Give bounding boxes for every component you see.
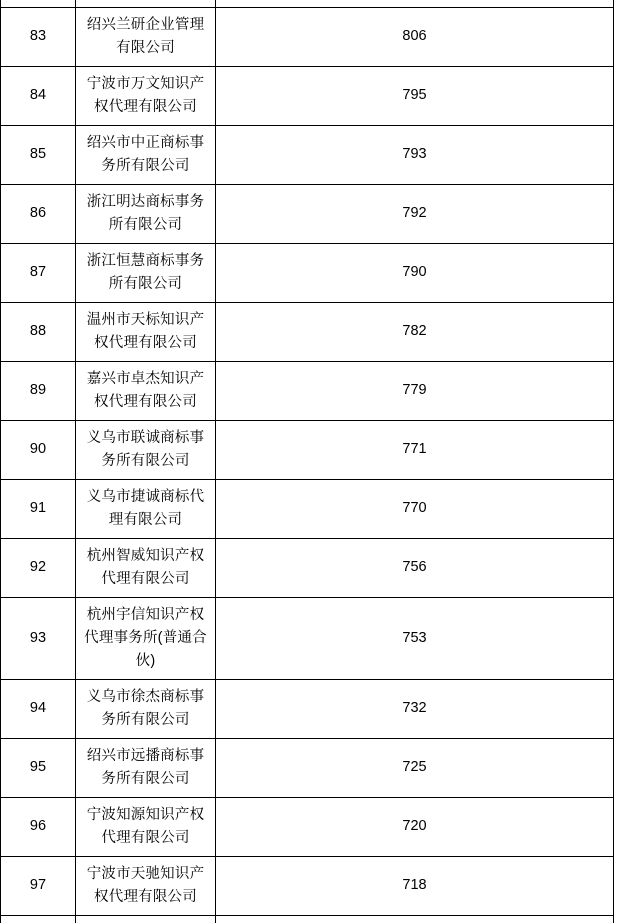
table-row bbox=[1, 679, 614, 738]
agency-name-cell: 杭州宇信知识产权代理事务所(普通合伙) bbox=[76, 597, 216, 679]
agency-name-cell: 温州市天标知识产权代理有限公司 bbox=[76, 302, 216, 361]
name-cell-partial bbox=[76, 0, 216, 7]
agency-name-cell: 嘉兴市卓杰知识产权代理有限公司 bbox=[76, 361, 216, 420]
name-cell-partial bbox=[76, 915, 216, 923]
table-row bbox=[1, 125, 614, 184]
rank-cell-partial bbox=[1, 0, 76, 7]
rank-cell: 89 bbox=[1, 361, 76, 420]
table-row bbox=[1, 66, 614, 125]
count-cell: 732 bbox=[216, 679, 614, 738]
agency-name-cell: 杭州智威知识产权代理有限公司 bbox=[76, 538, 216, 597]
count-cell: 720 bbox=[216, 797, 614, 856]
count-cell: 790 bbox=[216, 243, 614, 302]
agency-name-cell: 宁波市万文知识产权代理有限公司 bbox=[76, 66, 216, 125]
rank-cell: 93 bbox=[1, 597, 76, 679]
count-cell: 753 bbox=[216, 597, 614, 679]
count-cell: 771 bbox=[216, 420, 614, 479]
agency-name-cell: 宁波知源知识产权代理有限公司 bbox=[76, 797, 216, 856]
count-cell: 756 bbox=[216, 538, 614, 597]
rank-cell-partial bbox=[1, 915, 76, 923]
rank-cell: 87 bbox=[1, 243, 76, 302]
count-cell-partial bbox=[216, 0, 614, 7]
table-row bbox=[1, 302, 614, 361]
rank-cell: 86 bbox=[1, 184, 76, 243]
rank-cell: 96 bbox=[1, 797, 76, 856]
count-cell: 718 bbox=[216, 856, 614, 915]
table-row bbox=[1, 738, 614, 797]
table-row bbox=[1, 420, 614, 479]
table-row bbox=[1, 538, 614, 597]
table-row bbox=[1, 597, 614, 679]
agency-name-cell: 义乌市捷诚商标代理有限公司 bbox=[76, 479, 216, 538]
rank-cell: 85 bbox=[1, 125, 76, 184]
table-row-partial-top bbox=[1, 0, 614, 7]
count-cell: 792 bbox=[216, 184, 614, 243]
count-cell: 806 bbox=[216, 7, 614, 66]
table-row bbox=[1, 361, 614, 420]
table-row bbox=[1, 797, 614, 856]
rank-cell: 94 bbox=[1, 679, 76, 738]
agency-name-cell: 义乌市徐杰商标事务所有限公司 bbox=[76, 679, 216, 738]
table-row bbox=[1, 7, 614, 66]
table-row bbox=[1, 184, 614, 243]
table-body bbox=[1, 0, 614, 923]
count-cell: 795 bbox=[216, 66, 614, 125]
rank-cell: 84 bbox=[1, 66, 76, 125]
agency-name-cell: 义乌市联诚商标事务所有限公司 bbox=[76, 420, 216, 479]
rank-cell: 90 bbox=[1, 420, 76, 479]
rank-cell: 95 bbox=[1, 738, 76, 797]
rank-cell: 91 bbox=[1, 479, 76, 538]
table-row bbox=[1, 479, 614, 538]
count-cell: 725 bbox=[216, 738, 614, 797]
agency-name-cell: 绍兴市远播商标事务所有限公司 bbox=[76, 738, 216, 797]
table-row-partial-bottom bbox=[1, 915, 614, 923]
agency-name-cell: 浙江明达商标事务所有限公司 bbox=[76, 184, 216, 243]
table-row bbox=[1, 856, 614, 915]
agency-name-cell: 绍兴市中正商标事务所有限公司 bbox=[76, 125, 216, 184]
rank-cell: 88 bbox=[1, 302, 76, 361]
agency-name-cell: 宁波市天驰知识产权代理有限公司 bbox=[76, 856, 216, 915]
rank-cell: 92 bbox=[1, 538, 76, 597]
agency-name-cell: 浙江恒慧商标事务所有限公司 bbox=[76, 243, 216, 302]
table-row bbox=[1, 243, 614, 302]
rank-cell: 97 bbox=[1, 856, 76, 915]
count-cell: 770 bbox=[216, 479, 614, 538]
agency-name-cell: 绍兴兰研企业管理有限公司 bbox=[76, 7, 216, 66]
count-cell: 782 bbox=[216, 302, 614, 361]
rank-cell: 83 bbox=[1, 7, 76, 66]
count-cell: 793 bbox=[216, 125, 614, 184]
count-cell-partial bbox=[216, 915, 614, 923]
count-cell: 779 bbox=[216, 361, 614, 420]
